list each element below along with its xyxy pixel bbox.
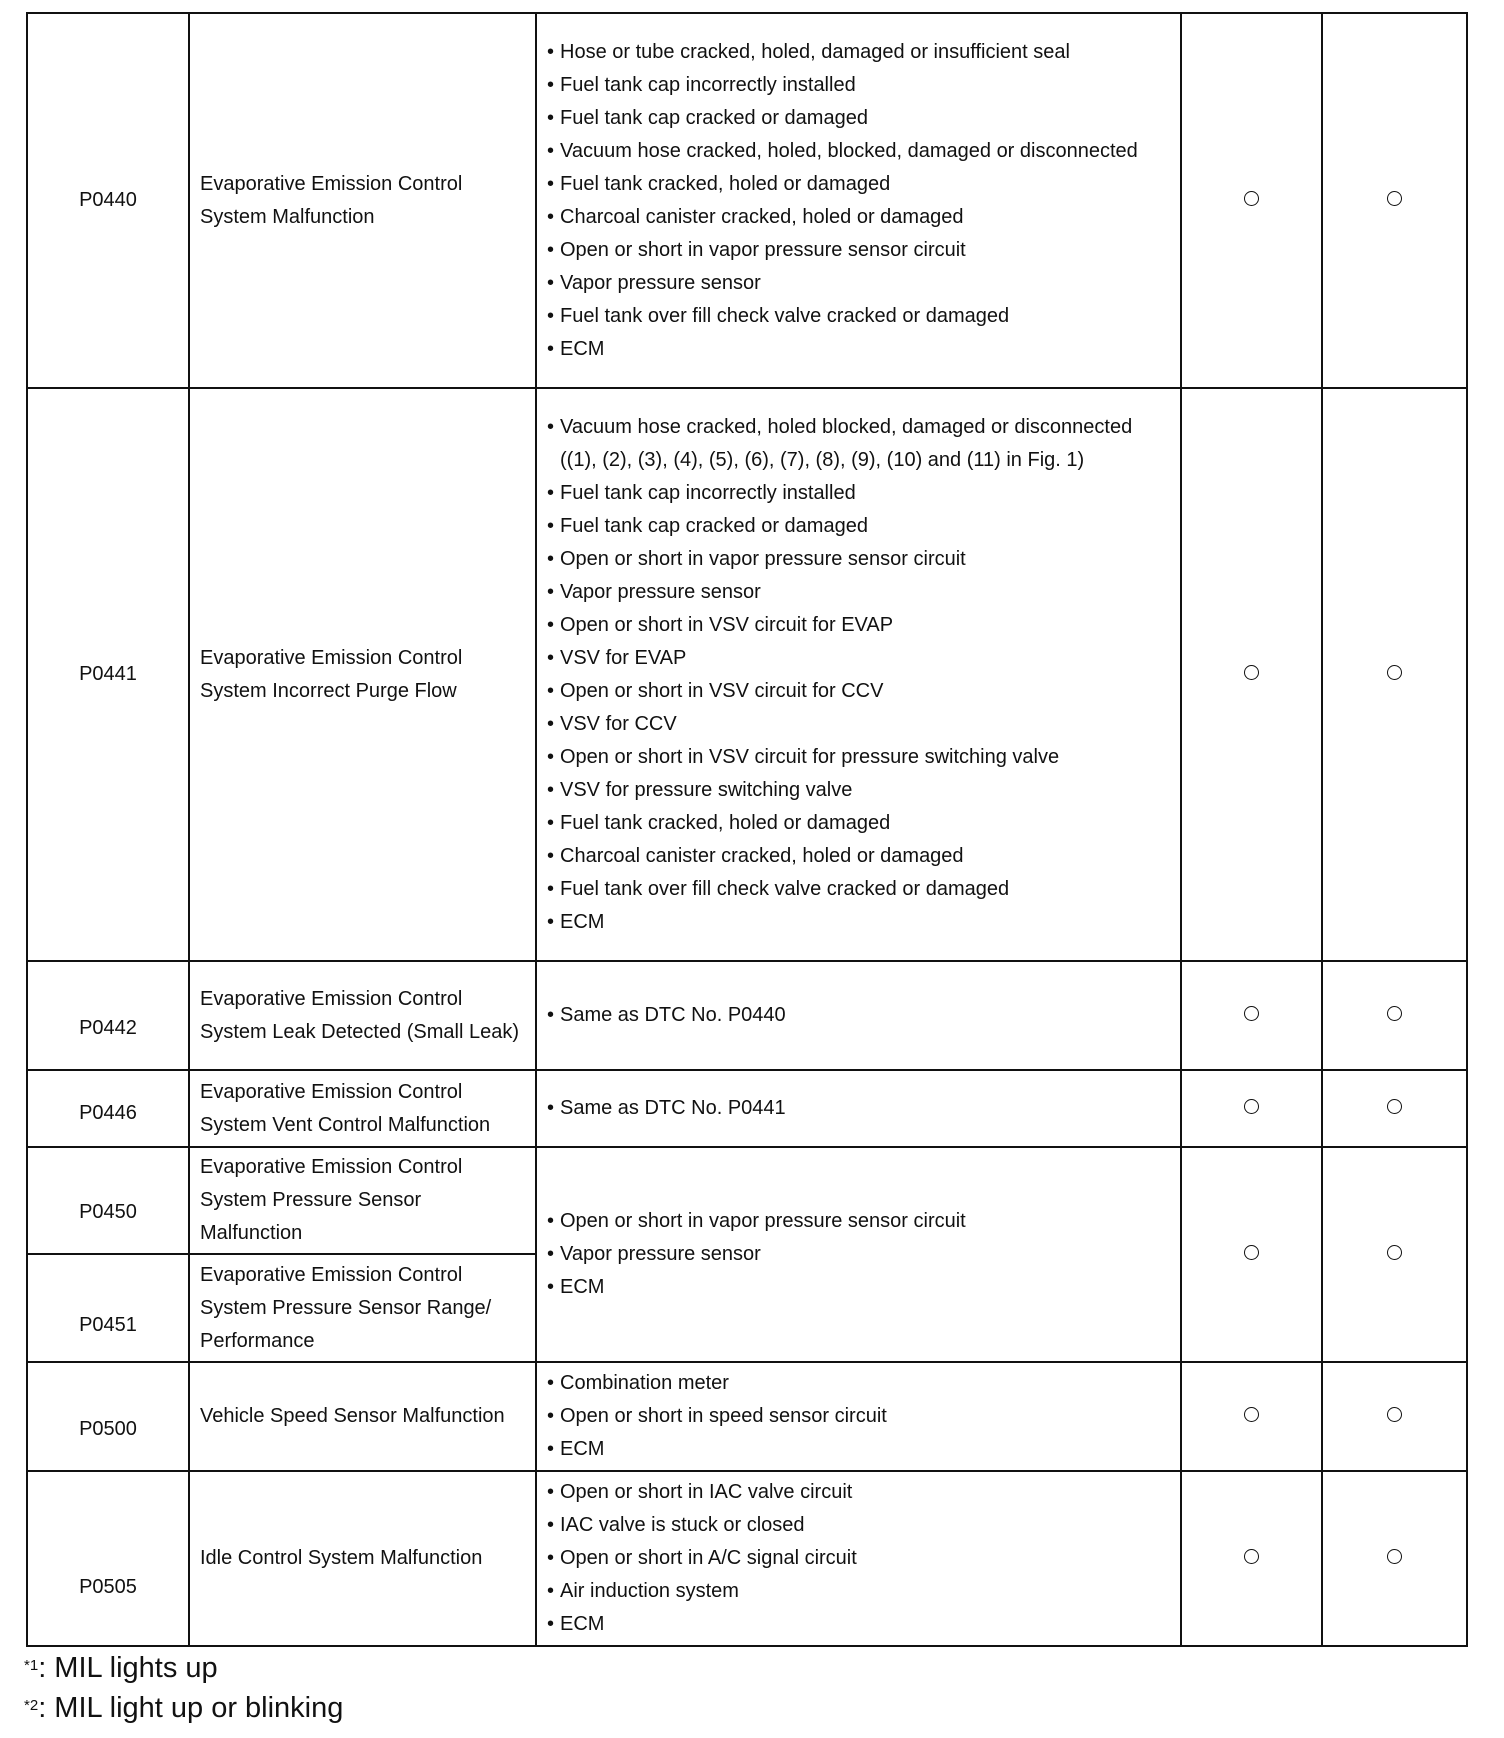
cause-list — [547, 1092, 1170, 1125]
dtc-code: P0450 — [79, 1200, 137, 1223]
cause-item: • Open or short in A/C signal circuit — [547, 1542, 1170, 1575]
footnote — [24, 1688, 343, 1728]
dtc-code-cell — [27, 1254, 189, 1362]
cause-item: • ECM — [547, 1608, 1170, 1641]
cause-item: • Vapor pressure sensor — [547, 267, 1170, 300]
mil-1-mark — [1181, 1471, 1322, 1646]
cause-item: • ECM — [547, 1271, 1170, 1304]
cause-item: • IAC valve is stuck or closed — [547, 1509, 1170, 1542]
cause-item: • Fuel tank cracked, holed or damaged — [547, 168, 1170, 201]
mil-2-mark — [1322, 1147, 1467, 1362]
circle-mark-icon — [1244, 1006, 1259, 1021]
mil-2-mark — [1322, 1471, 1467, 1646]
dtc-code-cell — [27, 1362, 189, 1471]
circle-mark-icon — [1244, 1549, 1259, 1564]
mil-2-mark — [1322, 1362, 1467, 1471]
cause-item: • ECM — [547, 333, 1170, 366]
trouble-area — [536, 961, 1181, 1070]
circle-mark-icon — [1387, 1407, 1402, 1422]
cause-item: • VSV for pressure switching valve — [547, 774, 1170, 807]
trouble-area — [536, 1147, 1181, 1362]
trouble-area — [536, 1471, 1181, 1646]
dtc-code: P0505 — [79, 1576, 137, 1598]
cause-list — [547, 1476, 1170, 1641]
cause-item: • Open or short in VSV circuit for EVAP — [547, 609, 1170, 642]
cause-item: • Open or short in vapor pressure sensor circuit — [547, 543, 1170, 576]
trouble-area — [536, 13, 1181, 388]
circle-mark-icon — [1387, 1245, 1402, 1260]
detection-item: Evaporative Emission Control System Pressure Sensor Malfunction — [189, 1147, 536, 1254]
footnote-text: : MIL lights up — [38, 1652, 218, 1684]
cause-list — [547, 1205, 1170, 1304]
dtc-code-cell — [27, 1471, 189, 1646]
detection-item: Evaporative Emission Control System Vent Control Malfunction — [189, 1070, 536, 1147]
detection-item: Vehicle Speed Sensor Malfunction — [189, 1362, 536, 1471]
circle-mark-icon — [1244, 191, 1259, 206]
cause-item: • Open or short in vapor pressure sensor circuit — [547, 234, 1170, 267]
cause-item: • Vacuum hose cracked, holed blocked, damaged or disconnected ((1), (2), (3), (4), (5), (6), (7), (8), (9), (10) and (11) in Fig. 1) — [547, 411, 1170, 477]
table-row — [27, 1471, 1467, 1646]
footnote-text: : MIL light up or blinking — [38, 1692, 344, 1724]
cause-list — [547, 36, 1170, 366]
mil-2-mark — [1322, 388, 1467, 961]
cause-item: • ECM — [547, 906, 1170, 939]
dtc-code-cell — [27, 961, 189, 1070]
cause-list — [547, 411, 1170, 939]
mil-2-mark — [1322, 1070, 1467, 1147]
dtc-code-cell — [27, 1147, 189, 1254]
cause-item: • Fuel tank over fill check valve cracked or damaged — [547, 300, 1170, 333]
mil-1-mark — [1181, 13, 1322, 388]
cause-item: • Fuel tank cap cracked or damaged — [547, 102, 1170, 135]
footnote-mark: *2 — [24, 1697, 39, 1714]
cause-item: • Vacuum hose cracked, holed, blocked, damaged or disconnected — [547, 135, 1170, 168]
dtc-code-cell — [27, 13, 189, 388]
trouble-area — [536, 1070, 1181, 1147]
circle-mark-icon — [1244, 1245, 1259, 1260]
circle-mark-icon — [1387, 665, 1402, 680]
cause-item: • VSV for CCV — [547, 708, 1170, 741]
table-row — [27, 388, 1467, 961]
circle-mark-icon — [1387, 191, 1402, 206]
trouble-area — [536, 1362, 1181, 1471]
cause-item: • Hose or tube cracked, holed, damaged or insufficient seal — [547, 36, 1170, 69]
cause-item: • Charcoal canister cracked, holed or damaged — [547, 840, 1170, 873]
cause-item: • Same as DTC No. P0440 — [547, 999, 1170, 1032]
cause-list — [547, 1367, 1170, 1466]
cause-item: • Vapor pressure sensor — [547, 1238, 1170, 1271]
cause-item: • Fuel tank over fill check valve cracked or damaged — [547, 873, 1170, 906]
cause-item: • ECM — [547, 1433, 1170, 1466]
detection-item: Evaporative Emission Control System Incorrect Purge Flow — [189, 388, 536, 961]
mil-1-mark — [1181, 961, 1322, 1070]
dtc-table — [26, 12, 1468, 1647]
circle-mark-icon — [1387, 1006, 1402, 1021]
detection-item: Evaporative Emission Control System Leak Detected (Small Leak) — [189, 961, 536, 1070]
footnote-mark: *1 — [24, 1657, 39, 1674]
trouble-area — [536, 388, 1181, 961]
cause-list — [547, 999, 1170, 1032]
circle-mark-icon — [1387, 1549, 1402, 1564]
dtc-code: P0500 — [79, 1418, 137, 1440]
cause-item: • Fuel tank cap cracked or damaged — [547, 510, 1170, 543]
circle-mark-icon — [1387, 1099, 1402, 1114]
dtc-code-cell — [27, 388, 189, 961]
mil-1-mark — [1181, 1147, 1322, 1362]
cause-item: • Vapor pressure sensor — [547, 576, 1170, 609]
detection-item: Evaporative Emission Control System Pressure Sensor Range/ Performance — [189, 1254, 536, 1362]
detection-item: Idle Control System Malfunction — [189, 1471, 536, 1646]
cause-item: • Open or short in vapor pressure sensor circuit — [547, 1205, 1170, 1238]
cause-item: • VSV for EVAP — [547, 642, 1170, 675]
mil-2-mark — [1322, 961, 1467, 1070]
circle-mark-icon — [1244, 1407, 1259, 1422]
cause-item: • Open or short in IAC valve circuit — [547, 1476, 1170, 1509]
circle-mark-icon — [1244, 1099, 1259, 1114]
cause-item: • Open or short in VSV circuit for CCV — [547, 675, 1170, 708]
cause-item: • Fuel tank cap incorrectly installed — [547, 477, 1170, 510]
mil-2-mark — [1322, 13, 1467, 388]
dtc-code-cell — [27, 1070, 189, 1147]
cause-item: • Combination meter — [547, 1367, 1170, 1400]
table-row — [27, 1362, 1467, 1471]
dtc-table-wrapper — [26, 12, 1468, 1647]
mil-1-mark — [1181, 1362, 1322, 1471]
dtc-code: P0441 — [79, 663, 137, 685]
footnotes — [24, 1648, 343, 1728]
dtc-code: P0442 — [79, 1016, 137, 1039]
detection-item: Evaporative Emission Control System Malfunction — [189, 13, 536, 388]
dtc-code: P0446 — [79, 1102, 137, 1124]
cause-item: • Fuel tank cap incorrectly installed — [547, 69, 1170, 102]
cause-item: • Open or short in VSV circuit for pressure switching valve — [547, 741, 1170, 774]
cause-item: • Air induction system — [547, 1575, 1170, 1608]
table-row — [27, 13, 1467, 388]
table-row — [27, 961, 1467, 1070]
cause-item: • Charcoal canister cracked, holed or damaged — [547, 201, 1170, 234]
dtc-code: P0451 — [79, 1313, 137, 1336]
table-row — [27, 1070, 1467, 1147]
mil-1-mark — [1181, 1070, 1322, 1147]
cause-item: • Same as DTC No. P0441 — [547, 1092, 1170, 1125]
cause-item: • Open or short in speed sensor circuit — [547, 1400, 1170, 1433]
table-row — [27, 1147, 1467, 1254]
mil-1-mark — [1181, 388, 1322, 961]
dtc-code: P0440 — [79, 189, 137, 211]
cause-item: • Fuel tank cracked, holed or damaged — [547, 807, 1170, 840]
footnote — [24, 1648, 343, 1688]
circle-mark-icon — [1244, 665, 1259, 680]
